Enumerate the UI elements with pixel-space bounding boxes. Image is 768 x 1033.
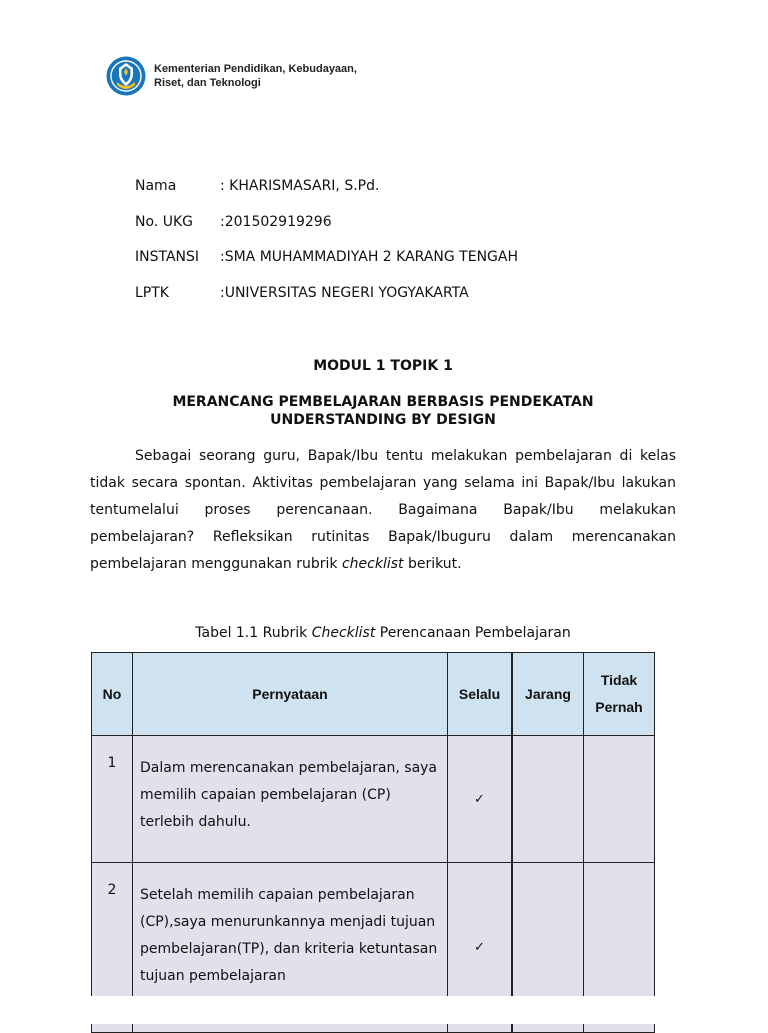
table-row [92, 736, 655, 863]
column-header-never [584, 653, 655, 736]
row-number: 1 [92, 736, 133, 863]
column-header-never-line2: Pernah [595, 699, 643, 715]
row-always-cell[interactable]: ✓ [448, 863, 513, 1033]
checklist-table [91, 652, 655, 1033]
identity-value: :UNIVERSITAS NEGERI YOGYAKARTA [220, 284, 469, 301]
ministry-name-line1: Kementerian Pendidikan, Kebudayaan, [154, 63, 357, 75]
identity-value: :SMA MUHAMMADIYAH 2 KARANG TENGAH [220, 249, 519, 265]
identity-label: INSTANSI [135, 249, 200, 265]
identity-value: : KHARISMASARI, S.Pd. [220, 178, 380, 194]
tut-wuri-handayani-logo-icon [106, 55, 146, 97]
topic-title-line2: UNDERSTANDING BY DESIGN [270, 412, 496, 428]
caption-emphasis: Checklist [311, 625, 376, 641]
identity-row-ukg [135, 214, 518, 250]
identity-value: :201502919296 [220, 213, 332, 230]
column-header-no: No [92, 653, 133, 736]
caption-text-end: Perencanaan Pembelajaran [375, 625, 571, 641]
ministry-name [154, 62, 357, 90]
column-header-always: Selalu [448, 653, 513, 736]
identity-row-institution [135, 249, 518, 285]
document-header [106, 55, 357, 97]
intro-paragraph [90, 443, 676, 578]
column-header-never-line1: Tidak [600, 672, 638, 688]
row-rarely-cell[interactable] [512, 736, 584, 863]
identity-label: LPTK [135, 284, 169, 301]
row-never-cell[interactable] [584, 736, 655, 863]
column-header-rarely: Jarang [512, 653, 584, 736]
row-statement: Dalam merencanakan pembelajaran, saya memilih capaian pembelajaran (CP) terlebih dahulu. [133, 736, 448, 863]
row-statement: Setelah memilih capaian pembelajaran (CP),saya menurunkannya menjadi tujuan pembelajaran(TP), dan kriteria ketuntasan tujuan pembelajaran [133, 863, 448, 1033]
identity-row-lptk [135, 285, 518, 321]
identity-block [135, 178, 518, 320]
row-number: 2 [92, 863, 133, 1033]
intro-text: Sebagai seorang guru, Bapak/Ibu tentu melakukan pembelajaran di kelas tidak secara spontan. Aktivitas pembelajaran yang selama ini Bapak/Ibu lakukan tentumelalui proses perencanaan. Bagaimana Bapak/Ibu melakukan pembelajaran? Refleksikan rutinitas Bapak/Ibuguru dalam merencanakan pembelajaran menggunakan rubrik [90, 448, 676, 572]
page-bottom-clip [0, 996, 768, 1024]
topic-title-line1: MERANCANG PEMBELAJARAN BERBASIS PENDEKATAN [172, 394, 594, 410]
table-header-row [92, 653, 655, 736]
ministry-name-line2: Riset, dan Teknologi [154, 77, 261, 89]
caption-text: Tabel 1.1 Rubrik [195, 625, 312, 641]
table-caption [90, 625, 676, 641]
identity-label: Nama [135, 178, 177, 194]
topic-title [90, 393, 676, 429]
row-always-cell[interactable]: ✓ [448, 736, 513, 863]
intro-emphasis: checklist [341, 556, 404, 572]
module-title: MODUL 1 TOPIK 1 [313, 358, 453, 374]
identity-row-name [135, 178, 518, 214]
intro-text-end: berikut. [403, 556, 462, 572]
identity-label: No. UKG [135, 213, 193, 230]
column-header-statement: Pernyataan [133, 653, 448, 736]
